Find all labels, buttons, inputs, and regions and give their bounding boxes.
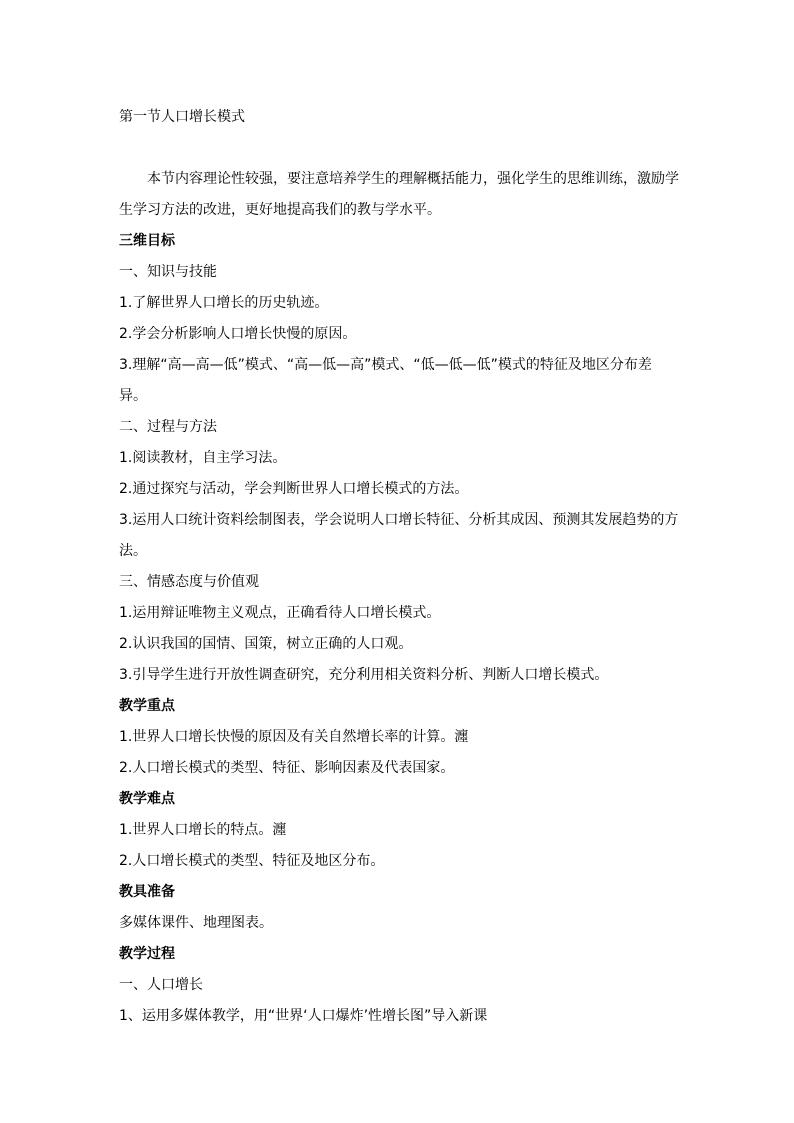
key-point-item: 1.世界人口增长快慢的原因及有关自然增长率的计算。瀍 <box>119 729 469 745</box>
knowledge-item: 1.了解世界人口增长的历史轨迹。 <box>119 295 329 311</box>
knowledge-item: 2.学会分析影响人口增长快慢的原因。 <box>119 326 357 342</box>
attitude-item: 3.引导学生进行开放性调查研究，充分利用相关资料分析、判断人口增长模式。 <box>119 667 609 683</box>
knowledge-item: 3.理解“高—高—低”模式、“高—低—高”模式、“低—低—低”模式的特征及地区分布差异。 <box>119 357 652 404</box>
knowledge-heading: 一、知识与技能 <box>119 264 217 280</box>
tools-text: 多媒体课件、地理图表。 <box>119 915 273 931</box>
process-item: 3.运用人口统计资料绘制图表，学会说明人口增长特征、分析其成因、预测其发展趋势的方法。 <box>119 512 679 559</box>
difficulties-heading: 教学难点 <box>119 791 175 807</box>
document-body <box>119 102 679 1032</box>
procedure-subheading: 一、人口增长 <box>119 977 203 993</box>
tools-heading: 教具准备 <box>119 884 175 900</box>
difficulty-item: 2.人口增长模式的类型、特征及地区分布。 <box>119 853 385 869</box>
procedure-item: 1、运用多媒体教学，用“世界‘人口爆炸’性增长图”导入新课 <box>119 1008 488 1024</box>
attitude-heading: 三、情感态度与价值观 <box>119 574 259 590</box>
key-points-heading: 教学重点 <box>119 698 175 714</box>
process-item: 2.通过探究与活动，学会判断世界人口增长模式的方法。 <box>119 481 469 497</box>
process-heading: 二、过程与方法 <box>119 419 217 435</box>
difficulty-item: 1.世界人口增长的特点。瀍 <box>119 822 287 838</box>
process-item: 1.阅读教材，自主学习法。 <box>119 450 287 466</box>
procedure-heading: 教学过程 <box>119 946 175 962</box>
attitude-item: 2.认识我国的国情、国策，树立正确的人口观。 <box>119 636 413 652</box>
intro-paragraph: 本节内容理论性较强，要注意培养学生的理解概括能力，强化学生的思维训练，激励学生学习方法的改进，更好地提高我们的教与学水平。 <box>119 171 679 218</box>
key-point-item: 2.人口增长模式的类型、特征、影响因素及代表国家。 <box>119 760 455 776</box>
goals-heading: 三维目标 <box>119 233 175 249</box>
attitude-item: 1.运用辩证唯物主义观点，正确看待人口增长模式。 <box>119 605 441 621</box>
lesson-title: 第一节人口增长模式 <box>119 109 245 125</box>
